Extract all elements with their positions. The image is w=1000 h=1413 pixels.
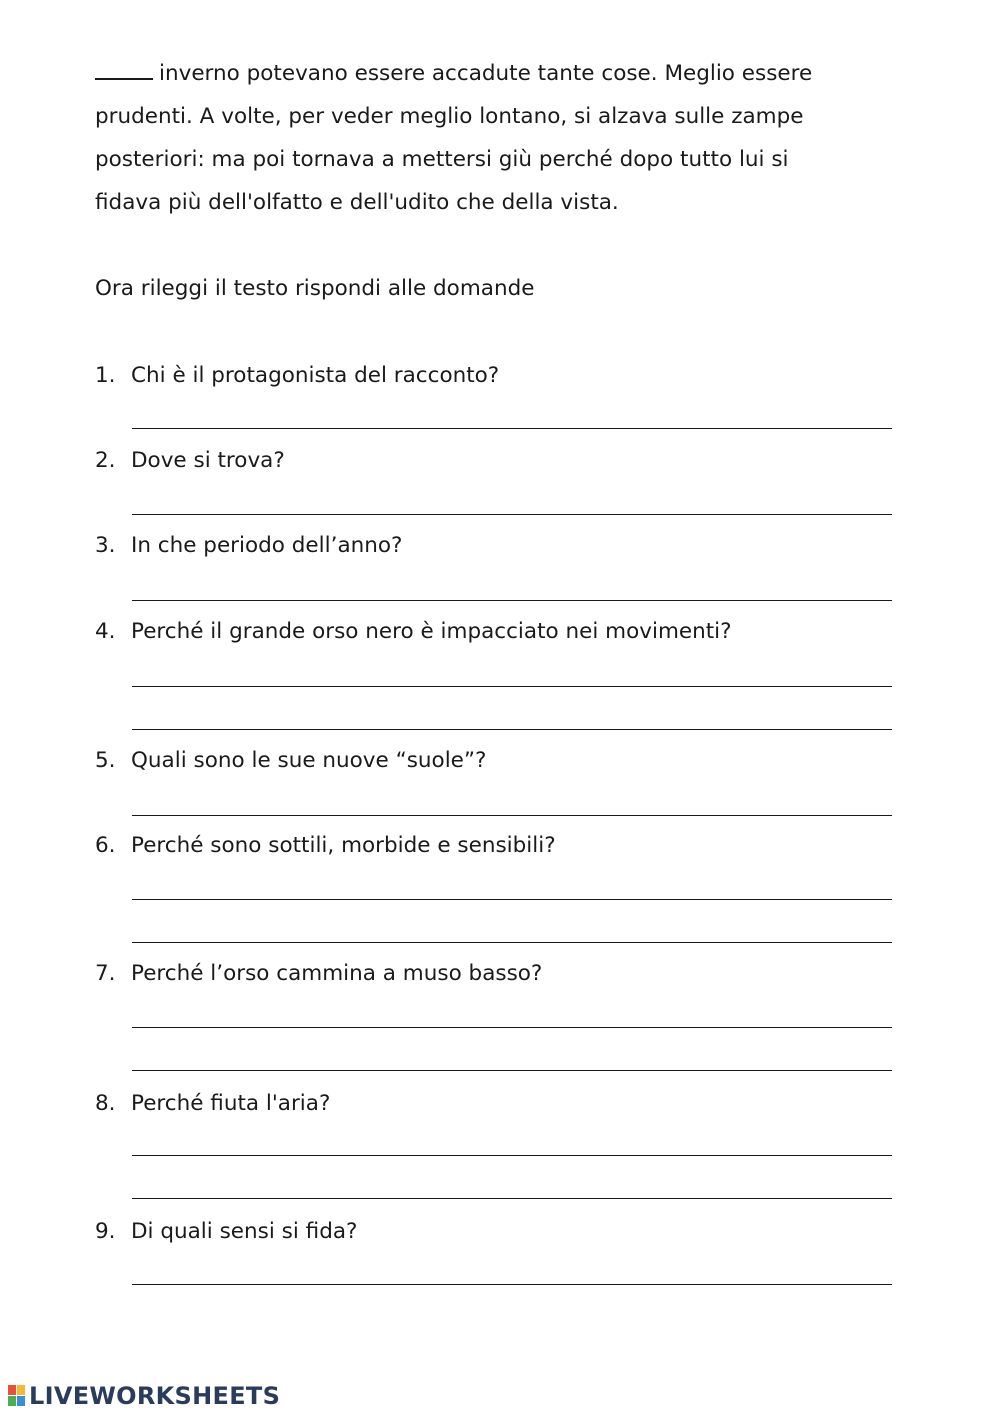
- question-4: [95, 617, 732, 647]
- answer-line-4a[interactable]: [132, 686, 892, 687]
- question-number: 2.: [95, 448, 116, 473]
- question-text: In che periodo dell’anno?: [131, 533, 403, 558]
- answer-line-3[interactable]: [132, 600, 892, 601]
- intro-line-1: [95, 52, 905, 95]
- question-text: Perché sono sottili, morbide e sensibili?: [131, 833, 556, 858]
- question-number: 8.: [95, 1091, 116, 1116]
- answer-line-8b[interactable]: [132, 1198, 892, 1199]
- question-text: Chi è il protagonista del racconto?: [131, 363, 500, 388]
- answer-line-6a[interactable]: [132, 899, 892, 900]
- question-2: [95, 446, 285, 476]
- answer-line-5[interactable]: [132, 815, 892, 816]
- answer-line-8a[interactable]: [132, 1155, 892, 1156]
- question-5: [95, 746, 486, 776]
- answer-line-1[interactable]: [132, 428, 892, 429]
- question-9: [95, 1217, 357, 1247]
- liveworksheets-logo[interactable]: [8, 1381, 280, 1411]
- question-8: [95, 1089, 330, 1119]
- answer-line-6b[interactable]: [132, 942, 892, 943]
- intro-line-3: posteriori: ma poi tornava a mettersi giù perché dopo tutto lui si: [95, 147, 789, 172]
- question-text: Perché il grande orso nero è impacciato nei movimenti?: [131, 619, 732, 644]
- question-number: 5.: [95, 748, 116, 773]
- question-text: Perché fiuta l'aria?: [131, 1091, 331, 1116]
- fill-in-blank[interactable]: [95, 58, 153, 80]
- question-text: Quali sono le sue nuove “suole”?: [131, 748, 487, 773]
- question-1: [95, 361, 499, 391]
- question-number: 6.: [95, 833, 116, 858]
- question-text: Perché l’orso cammina a muso basso?: [131, 961, 543, 986]
- question-3: [95, 531, 402, 561]
- answer-line-7b[interactable]: [132, 1070, 892, 1071]
- liveworksheets-logo-icon: [8, 1385, 26, 1407]
- question-7: [95, 959, 542, 989]
- intro-line-4: fidava più dell'olfatto e dell'udito che della vista.: [95, 190, 619, 215]
- question-number: 7.: [95, 961, 116, 986]
- instruction-text: Ora rileggi il testo rispondi alle domande: [95, 276, 535, 301]
- answer-line-4b[interactable]: [132, 729, 892, 730]
- question-number: 1.: [95, 363, 116, 388]
- answer-line-2[interactable]: [132, 514, 892, 515]
- answer-line-7a[interactable]: [132, 1027, 892, 1028]
- logo-text: LIVEWORKSHEETS: [29, 1382, 281, 1410]
- intro-line-2: prudenti. A volte, per veder meglio lontano, si alzava sulle zampe: [95, 104, 804, 129]
- question-number: 9.: [95, 1219, 116, 1244]
- intro-line-1-text: inverno potevano essere accadute tante cose. Meglio essere: [159, 61, 813, 86]
- intro-text: [95, 52, 905, 224]
- question-number: 4.: [95, 619, 116, 644]
- question-6: [95, 831, 556, 861]
- answer-line-9[interactable]: [132, 1284, 892, 1285]
- question-text: Di quali sensi si fida?: [131, 1219, 358, 1244]
- question-number: 3.: [95, 533, 116, 558]
- question-text: Dove si trova?: [131, 448, 285, 473]
